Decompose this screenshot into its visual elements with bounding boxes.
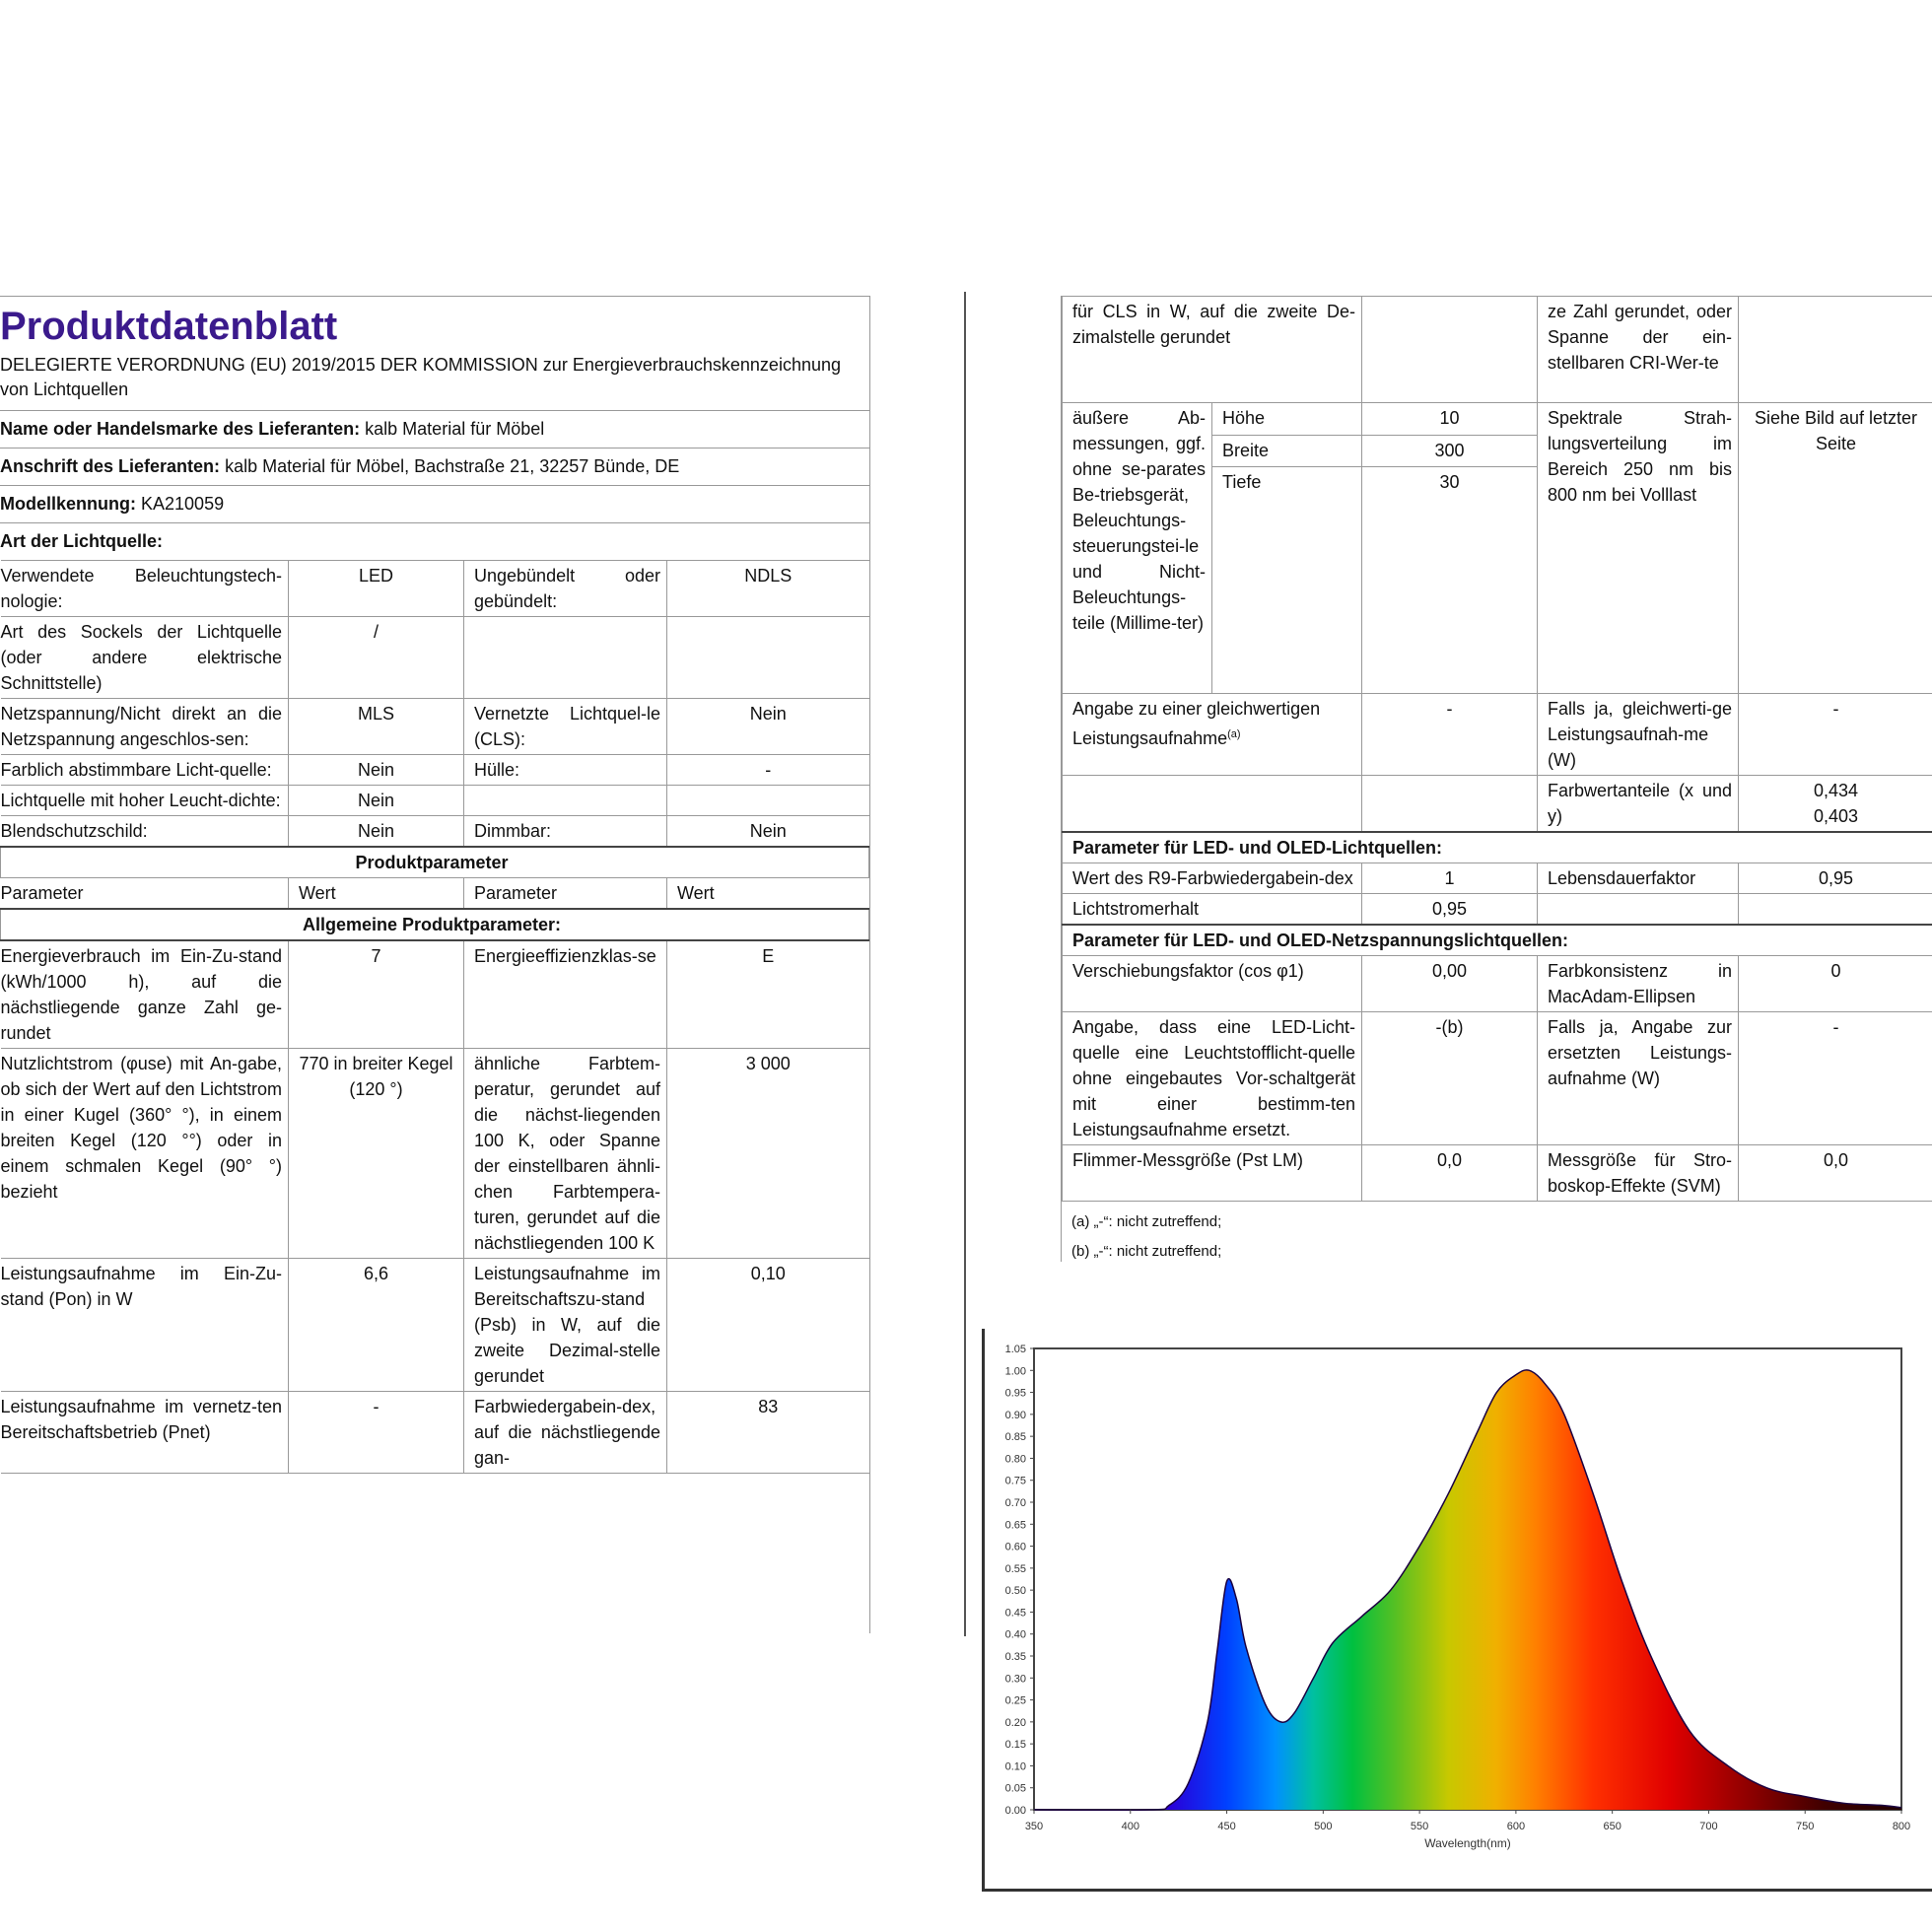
equiv2-label: Falls ja, gleichwerti-ge Leistungsaufnah-me (W) <box>1538 694 1739 776</box>
type-row-1-cell-0: Art des Sockels der Lichtquelle (oder andere elektrische Schnittstelle) <box>1 617 289 699</box>
type-row-0-cell-1: LED <box>289 561 464 617</box>
led-row-1-cell-3 <box>1739 894 1932 926</box>
general-row-2-cell-1: 6,6 <box>289 1259 464 1392</box>
led-row-0-cell-2: Lebensdauerfaktor <box>1538 863 1739 894</box>
type-row-1-cell-2 <box>464 617 667 699</box>
dim-height-value: 10 <box>1362 403 1538 436</box>
general-row-0-cell-1: 7 <box>289 940 464 1049</box>
footnote-a: (a) „-“: nicht zutreffend; <box>1071 1213 1222 1230</box>
type-row-1-cell-3 <box>667 617 869 699</box>
model-label: Modellkennung: <box>0 494 136 514</box>
y-tick-label: 0.05 <box>1004 1782 1026 1795</box>
y-tick-label: 0.15 <box>1004 1739 1026 1752</box>
equiv-label-cell <box>1063 694 1362 776</box>
type-label: Art der Lichtquelle: <box>0 531 164 551</box>
footnote-b: (b) „-“: nicht zutreffend; <box>1071 1243 1222 1260</box>
mains-row-2-cell-2: Messgröße für Stro-boskop-Effekte (SVM) <box>1538 1145 1739 1202</box>
col-header: Parameter <box>464 878 667 910</box>
general-row-3-cell-0: Leistungsaufnahme im vernetz-ten Bereitschaftsbetrieb (Pnet) <box>1 1392 289 1474</box>
col-header: Parameter <box>1 878 289 910</box>
x-tick-label: 750 <box>1796 1821 1815 1832</box>
type-row-2-cell-0: Netzspannung/Nicht direkt an die Netzspannung angeschlos-sen: <box>1 699 289 755</box>
supplier-label: Name oder Handelsmarke des Lieferanten: <box>0 419 361 439</box>
dim-width-value: 300 <box>1362 435 1538 467</box>
type-row-0-cell-3: NDLS <box>667 561 869 617</box>
general-row-3-cell-3: 83 <box>667 1392 869 1474</box>
x-tick-label: 350 <box>1024 1821 1044 1832</box>
type-row-2-cell-2: Vernetzte Lichtquel-le (CLS): <box>464 699 667 755</box>
type-row-2-cell-3: Nein <box>667 699 869 755</box>
spectrum-chart-frame <box>982 1329 1932 1892</box>
x-tick-label: 500 <box>1314 1821 1333 1832</box>
type-row-4-cell-3 <box>667 786 869 816</box>
y-tick-label: 0.10 <box>1004 1760 1026 1773</box>
mains-header: Parameter für LED- und OLED-Netzspannungslichtquellen: <box>1063 925 1932 956</box>
type-row-5-cell-1: Nein <box>289 816 464 848</box>
footnotes <box>1071 1208 1932 1267</box>
y-tick-label: 0.75 <box>1004 1475 1026 1487</box>
led-row-0-cell-1: 1 <box>1362 863 1538 894</box>
type-row-5-cell-3: Nein <box>667 816 869 848</box>
led-row-0-cell-0: Wert des R9-Farbwiedergabein-dex <box>1063 863 1362 894</box>
general-row-1-cell-0: Nutzlichtstrom (φuse) mit An-gabe, ob sich der Wert auf den Lichtstrom in einer Kugel (360° °), in einem breiten Kegel (120 °°) oder in einem schmalen Kegel (90° °) bezieht <box>1 1049 289 1259</box>
general-row-0-cell-3: E <box>667 940 869 1049</box>
type-row-2-cell-1: MLS <box>289 699 464 755</box>
mains-row-0-cell-3: 0 <box>1739 956 1932 1012</box>
y-tick-label: 0.25 <box>1004 1694 1026 1707</box>
type-row-3-cell-2: Hülle: <box>464 755 667 786</box>
mains-row-2-cell-0: Flimmer-Messgröße (Pst LM) <box>1063 1145 1362 1202</box>
page-title: Produktdatenblatt <box>0 305 338 348</box>
right-table <box>1062 296 1932 1202</box>
mains-row-2-cell-3: 0,0 <box>1739 1145 1932 1202</box>
spectrum-chart <box>985 1329 1932 1889</box>
y-tick-label: 0.35 <box>1004 1651 1026 1663</box>
y-tick-label: 0.80 <box>1004 1453 1026 1466</box>
general-row-1-cell-2: ähnliche Farbtem-peratur, gerundet auf die nächst-liegenden 100 K, oder Spanne der einstellbaren ähnli-chen Farbtempera-turen, gerundet auf die nächstliegenden 100 K <box>464 1049 667 1259</box>
spectrum-area <box>1034 1370 1901 1811</box>
mains-row-1-cell-2: Falls ja, Angabe zur ersetzten Leistungs-aufnahme (W) <box>1538 1012 1739 1145</box>
y-tick-label: 0.95 <box>1004 1387 1026 1400</box>
type-row-0-cell-2: Ungebündelt oder gebündelt: <box>464 561 667 617</box>
type-row-4-cell-0: Lichtquelle mit hoher Leucht-dichte: <box>1 786 289 816</box>
y-tick-label: 0.30 <box>1004 1673 1026 1686</box>
led-header: Parameter für LED- und OLED-Lichtquellen: <box>1063 832 1932 863</box>
y-tick-label: 0.85 <box>1004 1431 1026 1444</box>
dim-width-label: Breite <box>1212 435 1362 467</box>
type-row-3-cell-0: Farblich abstimmbare Licht-quelle: <box>1 755 289 786</box>
y-tick-label: 0.70 <box>1004 1497 1026 1509</box>
mains-row-1-cell-3: - <box>1739 1012 1932 1145</box>
type-row-5-cell-2: Dimmbar: <box>464 816 667 848</box>
dim-height-label: Höhe <box>1212 403 1362 436</box>
general-row-3-cell-2: Farbwiedergabein-dex, auf die nächstliegende gan- <box>464 1392 667 1474</box>
spectral-label: Spektrale Strah-lungsverteilung im Bereich 250 nm bis 800 nm bei Volllast <box>1538 403 1739 694</box>
mains-row-0-cell-0: Verschiebungsfaktor (cos φ1) <box>1063 956 1362 1012</box>
y-tick-label: 1.00 <box>1004 1365 1026 1378</box>
equiv-value: - <box>1362 694 1538 776</box>
cri-label: ze Zahl gerundet, oder Spanne der ein-stellbaren CRI-Wer-te <box>1538 297 1739 403</box>
left-page <box>0 296 870 1633</box>
dimensions-label: äußere Ab-messungen, ggf. ohne se-parates Be-triebsgerät, Beleuchtungs-steuerungstei-le und Nicht-Beleuchtungs-teile (Millime-ter) <box>1063 403 1212 694</box>
general-header: Allgemeine Produktparameter: <box>1 909 869 940</box>
cri-value <box>1739 297 1932 403</box>
general-row-1-cell-3: 3 000 <box>667 1049 869 1259</box>
type-row-4-cell-2 <box>464 786 667 816</box>
model-row <box>0 485 869 522</box>
dim-depth-value: 30 <box>1362 467 1538 694</box>
chroma-y: 0,403 <box>1813 806 1859 826</box>
type-row-4-cell-1: Nein <box>289 786 464 816</box>
address-row <box>0 448 869 485</box>
spectral-value: Siehe Bild auf letzter Seite <box>1739 403 1932 694</box>
y-tick-label: 0.45 <box>1004 1607 1026 1620</box>
y-tick-label: 0.20 <box>1004 1716 1026 1729</box>
y-tick-label: 0.55 <box>1004 1562 1026 1575</box>
x-tick-label: 700 <box>1699 1821 1718 1832</box>
col-header: Wert <box>667 878 869 910</box>
subtitle: DELEGIERTE VERORDNUNG (EU) 2019/2015 DER KOMMISSION zur Energieverbrauchskennzeichnung von Lichtquellen <box>0 355 841 399</box>
product-params-header: Produktparameter <box>1 847 869 878</box>
page-divider <box>964 292 966 1636</box>
equiv-label: Angabe zu einer gleichwertigen Leistungsaufnahme <box>1072 699 1321 748</box>
mains-row-1-cell-1: -(b) <box>1362 1012 1538 1145</box>
y-tick-label: 1.05 <box>1004 1344 1026 1355</box>
chroma-values <box>1739 776 1932 833</box>
general-row-0-cell-0: Energieverbrauch im Ein-Zu-stand (kWh/1000 h), auf die nächstliegende ganze Zahl ge-rundet <box>1 940 289 1049</box>
left-table <box>0 560 869 1474</box>
x-tick-label: 800 <box>1892 1821 1911 1832</box>
y-tick-label: 0.00 <box>1004 1805 1026 1817</box>
general-row-0-cell-2: Energieeffizienzklas-se <box>464 940 667 1049</box>
col-header: Wert <box>289 878 464 910</box>
led-row-0-cell-3: 0,95 <box>1739 863 1932 894</box>
type-row-3-cell-3: - <box>667 755 869 786</box>
led-row-1-cell-1: 0,95 <box>1362 894 1538 926</box>
type-row-3-cell-1: Nein <box>289 755 464 786</box>
x-tick-label: 400 <box>1121 1821 1139 1832</box>
equiv-sup: (a) <box>1227 728 1241 740</box>
type-row <box>0 522 869 560</box>
type-row-1-cell-1: / <box>289 617 464 699</box>
supplier-value: kalb Material für Möbel <box>365 419 545 439</box>
mains-row-1-cell-0: Angabe, dass eine LED-Licht-quelle eine Leuchtstofflicht-quelle ohne eingebautes Vor-schaltgerät mit einer bestimm-ten Leistungsaufnahme ersetzt. <box>1063 1012 1362 1145</box>
y-tick-label: 0.65 <box>1004 1519 1026 1532</box>
type-row-0-cell-0: Verwendete Beleuchtungstech-nologie: <box>1 561 289 617</box>
y-tick-label: 0.40 <box>1004 1628 1026 1641</box>
cls-power-label: für CLS in W, auf die zweite De-zimalstelle gerundet <box>1063 297 1362 403</box>
address-value: kalb Material für Möbel, Bachstraße 21, 32257 Bünde, DE <box>225 456 680 476</box>
cls-power-value <box>1362 297 1538 403</box>
model-value: KA210059 <box>141 494 225 514</box>
equiv2-value: - <box>1739 694 1932 776</box>
mains-row-0-cell-2: Farbkonsistenz in MacAdam-Ellipsen <box>1538 956 1739 1012</box>
y-tick-label: 0.60 <box>1004 1541 1026 1553</box>
led-row-1-cell-2 <box>1538 894 1739 926</box>
x-tick-label: 650 <box>1603 1821 1622 1832</box>
x-tick-label: 450 <box>1217 1821 1236 1832</box>
mains-row-2-cell-1: 0,0 <box>1362 1145 1538 1202</box>
y-tick-label: 0.90 <box>1004 1409 1026 1421</box>
y-tick-label: 0.50 <box>1004 1585 1026 1598</box>
chroma-label: Farbwertanteile (x und y) <box>1538 776 1739 833</box>
right-page <box>1061 296 1932 1262</box>
address-label: Anschrift des Lieferanten: <box>0 456 221 476</box>
general-row-3-cell-1: - <box>289 1392 464 1474</box>
x-axis-label: Wavelength(nm) <box>1424 1836 1511 1850</box>
general-row-1-cell-1: 770 in breiter Kegel (120 °) <box>289 1049 464 1259</box>
general-row-2-cell-3: 0,10 <box>667 1259 869 1392</box>
general-row-2-cell-0: Leistungsaufnahme im Ein-Zu-stand (Pon) in W <box>1 1259 289 1392</box>
type-row-5-cell-0: Blendschutzschild: <box>1 816 289 848</box>
chroma-x: 0,434 <box>1813 781 1859 800</box>
x-tick-label: 600 <box>1506 1821 1526 1832</box>
x-tick-label: 550 <box>1410 1821 1429 1832</box>
dim-depth-label: Tiefe <box>1212 467 1362 694</box>
supplier-row <box>0 410 869 448</box>
led-row-1-cell-0: Lichtstromerhalt <box>1063 894 1362 926</box>
general-row-2-cell-2: Leistungsaufnahme im Bereitschaftszu-stand (Psb) in W, auf die zweite Dezimal-stelle gerundet <box>464 1259 667 1392</box>
mains-row-0-cell-1: 0,00 <box>1362 956 1538 1012</box>
